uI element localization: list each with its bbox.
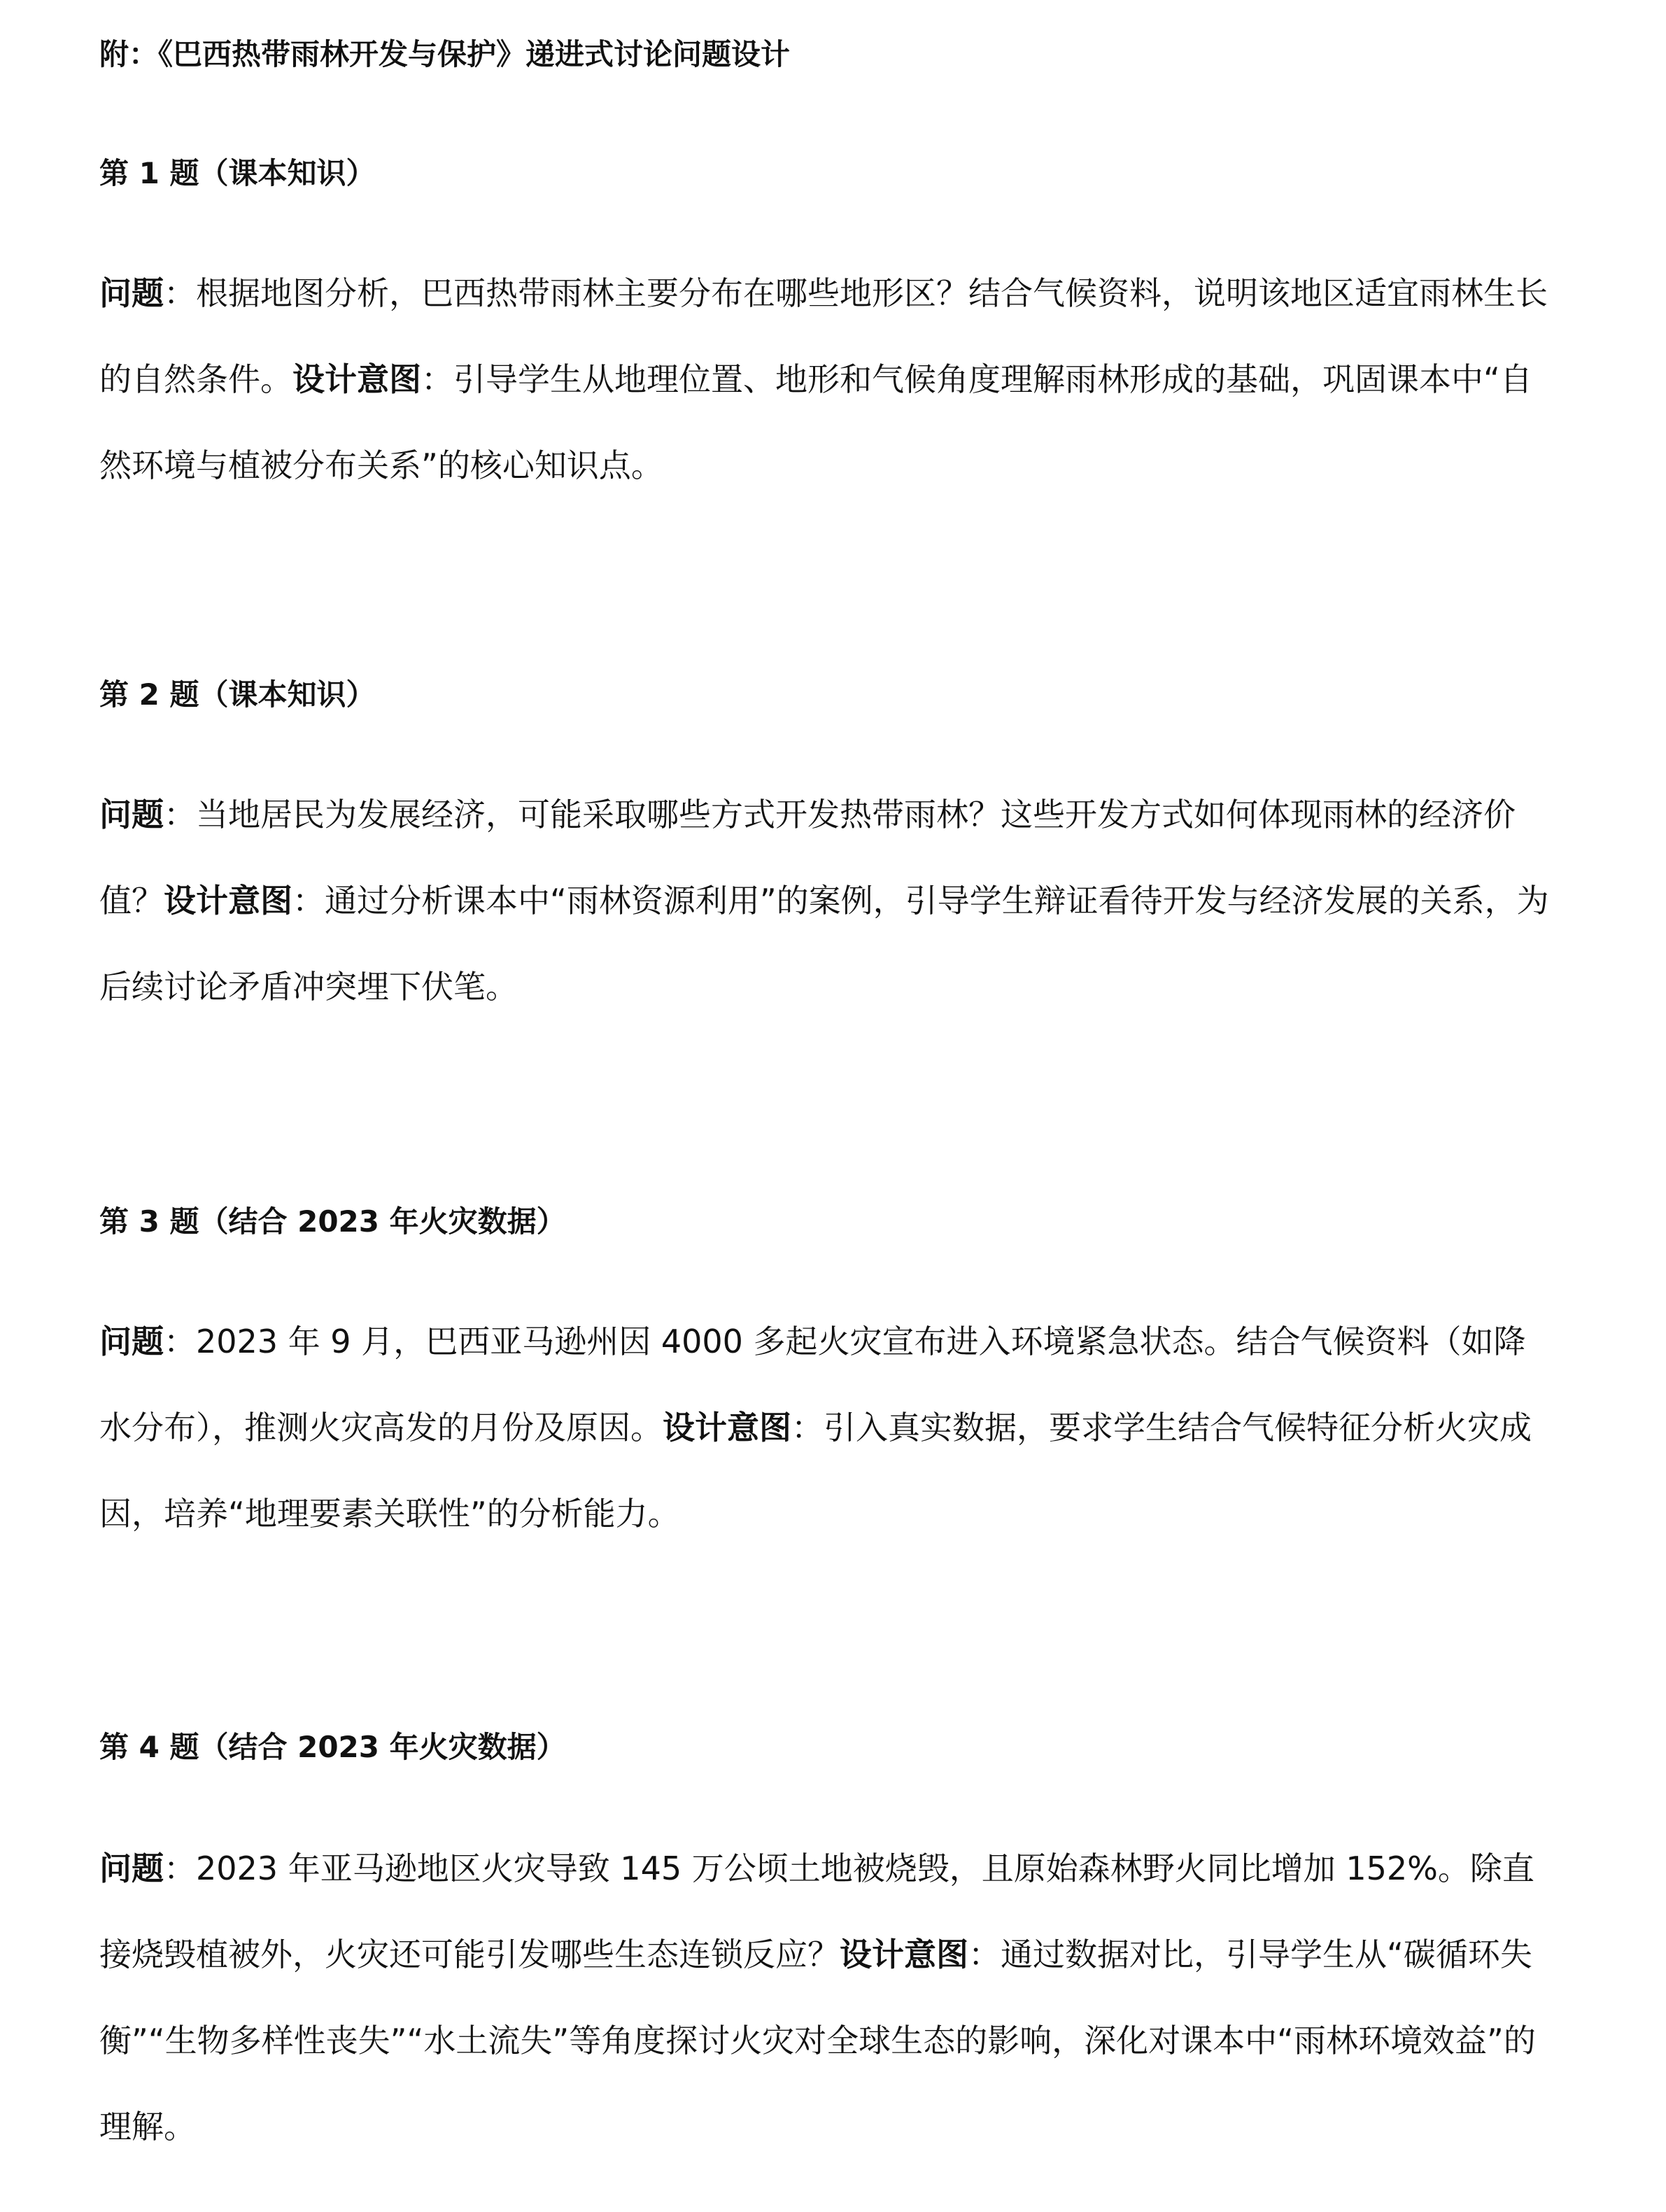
question-3-body xyxy=(99,1299,1555,1557)
question-4-intent: 通过数据对比，引导学生从“碳循环失衡”“生物多样性丧失”“水土流失”等角度探讨火灾对全球生态的影响，深化对课本中“雨林环境效益”的理解。 xyxy=(99,1936,1536,2146)
question-1-body xyxy=(99,251,1555,509)
document-title: 附：《巴西热带雨林开发与保护》递进式讨论问题设计 xyxy=(99,37,791,71)
question-2-body xyxy=(99,772,1555,1030)
question-1-text: 根据地图分析，巴西热带雨林主要分布在哪些地形区？结合气候资料，说明该地区适宜雨林生长的自然条件。 xyxy=(99,274,1548,398)
question-3-text: 2023 年 9 月，巴西亚马逊州因 4000 多起火灾宣布进入环境紧急状态。结合气候资料（如降水分布），推测火灾高发的月份及原因。 xyxy=(99,1323,1526,1446)
intent-label: 设计意图 xyxy=(292,360,421,398)
colon: ： xyxy=(164,1323,196,1360)
colon: ： xyxy=(164,274,196,312)
colon: ： xyxy=(421,360,453,398)
colon: ： xyxy=(164,1850,196,1887)
question-label: 问题 xyxy=(99,796,164,833)
colon: ： xyxy=(968,1936,1001,1973)
question-1-intent: 引导学生从地理位置、地形和气候角度理解雨林形成的基础，巩固课本中“自然环境与植被分布关系”的核心知识点。 xyxy=(99,360,1532,484)
question-4-text: 2023 年亚马逊地区火灾导致 145 万公顷土地被烧毁，且原始森林野火同比增加 152%。除直接烧毁植被外，火灾还可能引发哪些生态连锁反应？ xyxy=(99,1850,1534,1973)
question-2-intent: 通过分析课本中“雨林资源利用”的案例，引导学生辩证看待开发与经济发展的关系，为后续讨论矛盾冲突埋下伏笔。 xyxy=(99,882,1549,1006)
question-2-heading: 第 2 题（课本知识） xyxy=(99,677,376,712)
question-2-text: 当地居民为发展经济，可能采取哪些方式开发热带雨林？这些开发方式如何体现雨林的经济价值？ xyxy=(99,796,1516,920)
question-4-heading: 第 4 题（结合 2023 年火灾数据） xyxy=(99,1730,566,1764)
intent-label: 设计意图 xyxy=(164,882,292,920)
question-1-heading: 第 1 题（课本知识） xyxy=(99,156,376,190)
colon: ： xyxy=(791,1409,824,1446)
intent-label: 设计意图 xyxy=(840,1936,968,1973)
question-label: 问题 xyxy=(99,274,164,312)
question-label: 问题 xyxy=(99,1850,164,1887)
question-label: 问题 xyxy=(99,1323,164,1360)
question-3-heading: 第 3 题（结合 2023 年火灾数据） xyxy=(99,1204,566,1239)
colon: ： xyxy=(292,882,325,920)
question-3-intent: 引入真实数据，要求学生结合气候特征分析火灾成因，培养“地理要素关联性”的分析能力。 xyxy=(99,1409,1532,1533)
intent-label: 设计意图 xyxy=(663,1409,791,1446)
question-4-body xyxy=(99,1826,1555,2170)
colon: ： xyxy=(164,796,196,833)
